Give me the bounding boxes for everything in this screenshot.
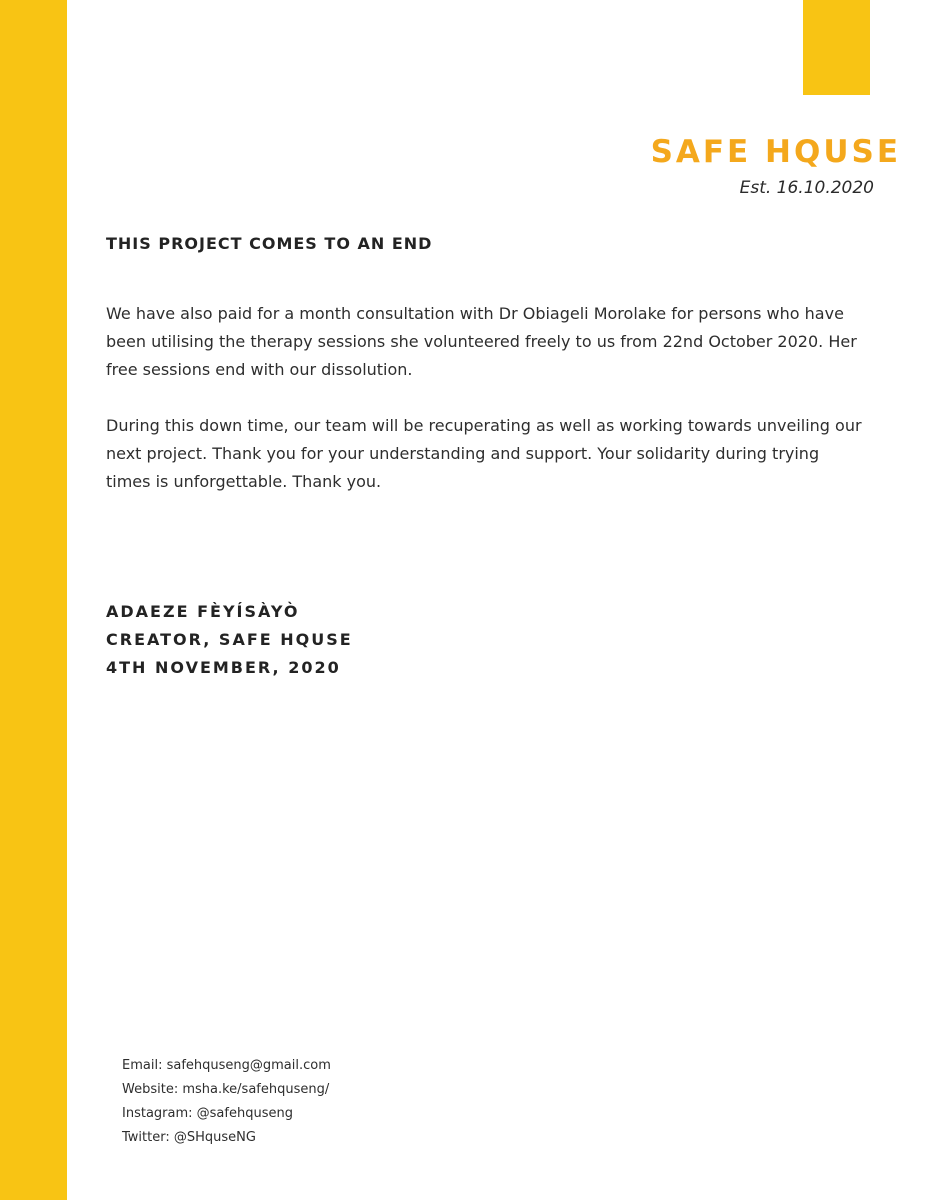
signature-name: ADAEZE FÈYÍSÀYÒ: [106, 602, 300, 621]
top-accent-block: [803, 0, 870, 95]
page-heading: THIS PROJECT COMES TO AN END: [106, 234, 433, 253]
body-paragraph-2: During this down time, our team will be recuperating as well as working towards unveiling our next project. Thank you for your understanding and support. Your solidarity during trying times is unforgettable. Thank you.: [106, 416, 862, 491]
established-date: Est. 16.10.2020: [739, 178, 874, 198]
contact-instagram: Instagram: @safehquseng: [122, 1106, 293, 1121]
signature-role: CREATOR, SAFE HQUSE: [106, 630, 353, 649]
body-paragraph-1: We have also paid for a month consultation with Dr Obiageli Morolake for persons who have been utilising the therapy sessions she volunteered freely to us from 22nd October 2020. Her free sessions end with our dissolution.: [106, 304, 857, 379]
left-accent-bar: [0, 0, 67, 1200]
signature-block: [106, 598, 353, 682]
contact-info: [122, 1054, 331, 1150]
contact-website: Website: msha.ke/safehquseng/: [122, 1082, 330, 1097]
signature-date: 4TH NOVEMBER, 2020: [106, 658, 341, 677]
brand-title: SAFE HQUSE: [650, 134, 901, 170]
contact-twitter: Twitter: @SHquseNG: [122, 1130, 256, 1145]
contact-email: Email: safehquseng@gmail.com: [122, 1058, 331, 1073]
